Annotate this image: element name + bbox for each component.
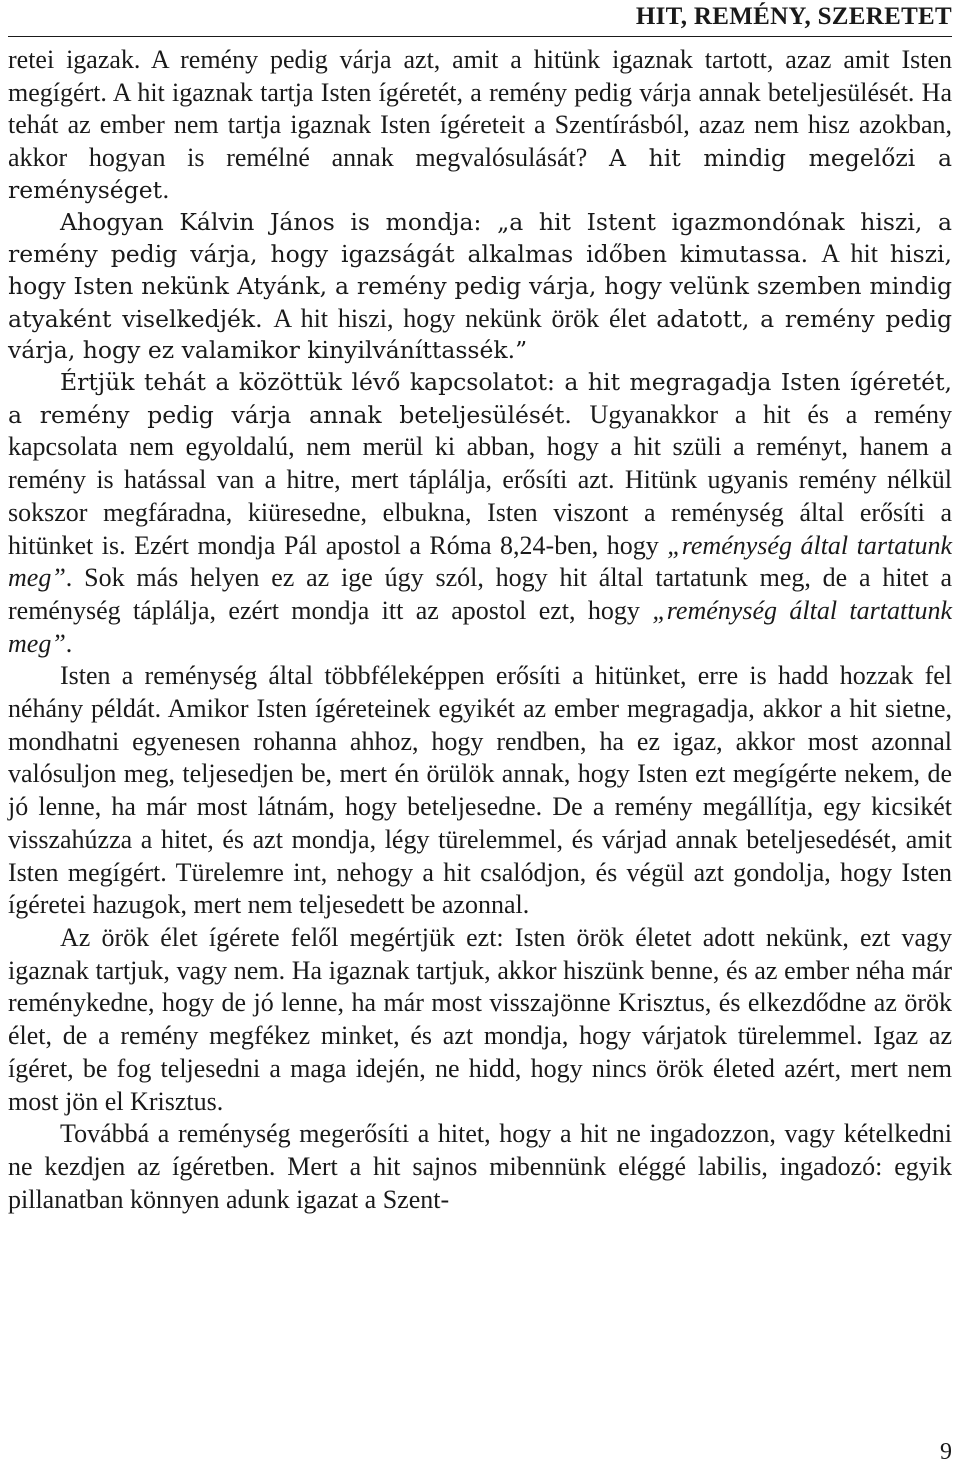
text-segment: Értjük tehát a közöttük lévő kapcsolatot: a hit megragadja Isten ígéretét, a remény pedig várja annak beteljesülését. — [8, 368, 952, 429]
text-segment: . — [65, 628, 73, 658]
text-segment: Az örök élet ígérete felől megértjük ezt: Isten örök életet adott nekünk, ezt vagy igaznak tartjuk, vagy nem. Ha igaznak tartjuk, akkor hiszünk benne, és az ember néha már reménykedne, hogy de jó lenne, ha már most visszajönne Krisztus, és elkezdődne az örök élet, de a remény megfékez minket, és azt mondja, hogy várjatok türelemmel. Igaz az ígéret, be fog teljesedni a maga idején, ne hidd, hogy nincs örök életed azért, mert nem most jön el Krisztus. — [8, 922, 952, 1116]
paragraph — [8, 44, 952, 207]
italic-quote: „reménység által tartattunk meg” — [8, 595, 952, 658]
text-segment: A hit mindig megelőzi a reménységet. — [8, 144, 952, 204]
text-segment: Isten a reménység által többféleképpen erősíti a hitünket, erre is hadd hozzak fel néhány példát. Amikor Isten ígéreteinek egyikét az ember megragadja, akkor a hit sietne, mondhatni egyenesen rohanna ahhoz, hogy rendben, ha ez igaz, akkor most azonnal valósuljon meg, teljesedjen be, mert én örülök annak, hogy Isten ezt megígérte nekem, de jó lenne, ha már most látnám, hogy beteljesedne. De a remény megállítja, egy kicsikét visszahúzza a hitet, és azt mondja, légy türelemmel, és várjad annak beteljesedését, amit Isten megígért. Türelemre int, nehogy a hit csalódjon, és végül azt gondolja, hogy Isten ígéretei hazugok, mert nem teljesedett be azonnal. — [8, 661, 952, 920]
header-rule — [8, 36, 952, 37]
paragraph — [8, 367, 952, 660]
paragraph — [8, 207, 952, 368]
page-number: 9 — [940, 1439, 952, 1465]
text-segment: A hit — [821, 239, 890, 269]
text-segment: A hit hiszi, hogy nekünk örök élet — [273, 303, 657, 333]
text-segment: . Sok más helyen ez az ige úgy szól, hogy hit által tartatunk meg, de a hitet a reménység táplálja, ezért mondja itt az apostol ezt, hogy — [8, 563, 952, 625]
text-segment: Továbbá a reménység megerősíti a hitet, hogy a hit ne ingadozzon, vagy kételkedni ne kezdjen az ígéretben. Mert a hit sajnos mibennünk eléggé labilis, ingadozó: egyik pillanatban könnyen adunk igazat a Szent- — [8, 1119, 952, 1214]
text-segment: adatott, a remény pedig várja, hogy ez valamikor kinyilváníttassék.” — [8, 304, 952, 365]
text-segment: retei igazak. A remény pedig várja azt, amit a hitünk igaznak tartott, azaz amit Isten megígért. A hit igaznak tartja Isten ígéretét, a remény pedig várja annak beteljesülését. Ha tehát az ember nem tartja igaznak Isten ígéreteit a Szentírásból, azaz nem hisz azokban, akkor hogyan is remélné annak megvalósulását? — [8, 45, 952, 173]
paragraph — [8, 660, 952, 922]
text-segment: Ahogyan Kálvin János is mondja: „a hit Istent igazmondónak hiszi, a remény pedig várja, hogy igazságát alkalmas időben kimutassa. — [8, 207, 952, 269]
paragraph — [8, 1118, 952, 1216]
text-segment: hiszi, hogy Isten nekünk Atyánk, a remény pedig várja, hogy velünk szemben mindig atyaként viselkedjék. — [8, 240, 952, 333]
body-text — [8, 44, 952, 1216]
paragraph — [8, 922, 952, 1118]
text-segment: Ugyanakkor a hit és a remény kapcsolata nem egyoldalú, nem merül ki abban, hogy a hit szüli a reményt, hanem a remény is hatással van a hitre, mert táplálja, erősíti azt. Hitünk ugyanis remény nélkül sokszor megfáradna, kiüresedne, elbukna, Isten viszont a reménység által erősíti a hitünket is. Ezért mondja Pál apostol a Róma 8,24-ben, hogy — [8, 399, 953, 560]
italic-quote: „reménység által tartatunk meg” — [8, 530, 952, 593]
running-header: HIT, REMÉNY, SZERETET — [635, 3, 952, 30]
